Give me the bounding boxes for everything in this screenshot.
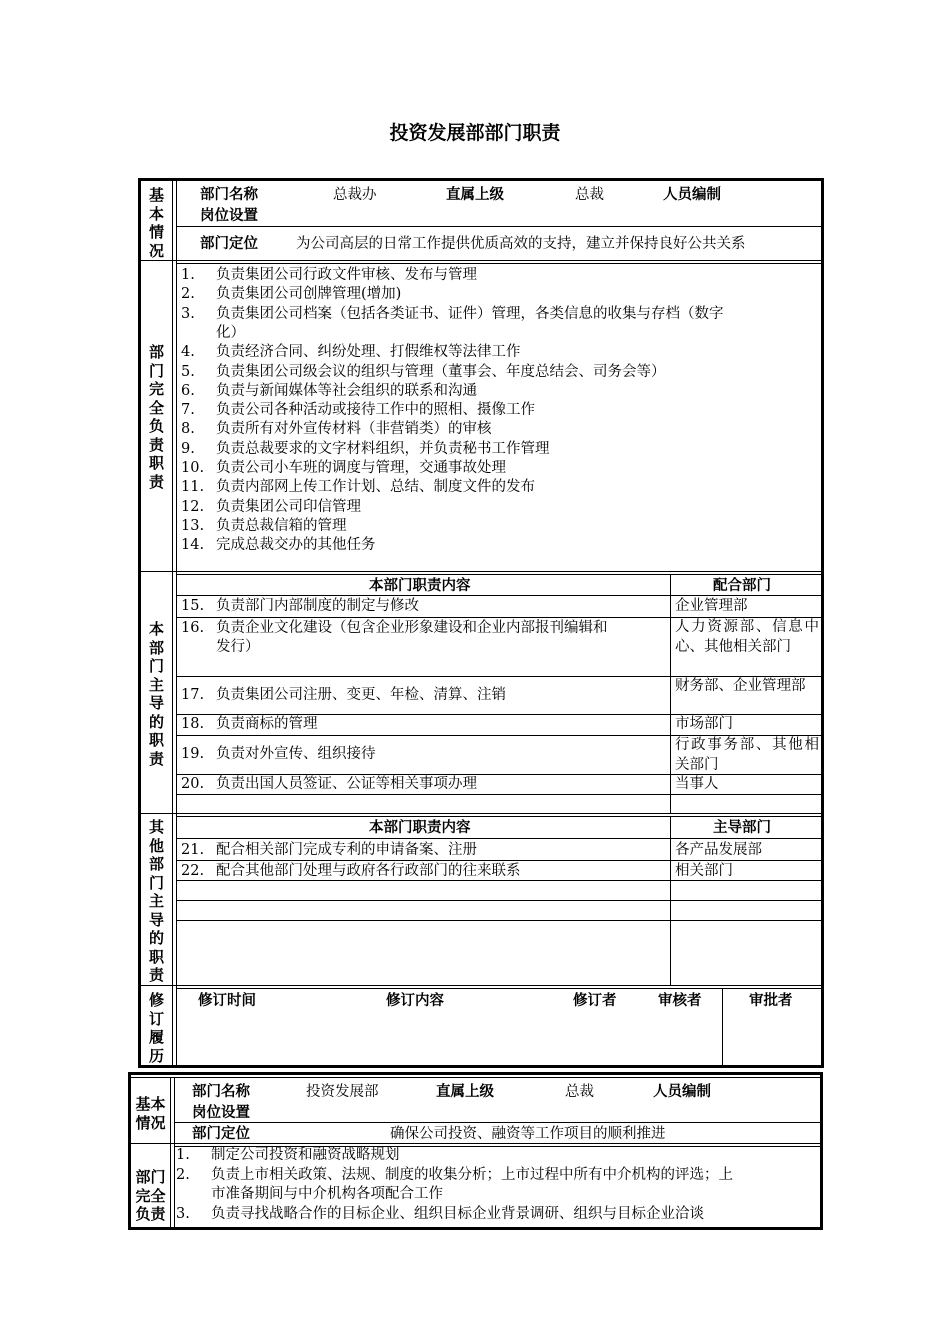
list-item-number: 8. <box>181 421 195 438</box>
other-header-dept: 主导部门 <box>713 820 771 836</box>
rev-reviewer-header: 审核者 <box>658 993 702 1009</box>
list-item-text: 负责所有对外宣传材料（非营销类）的审核 <box>216 421 492 438</box>
list-item-text-cont: 市准备期间与中介机构各项配合工作 <box>211 1186 443 1202</box>
section-full-responsibility <box>141 343 172 491</box>
row-dept: 当事人 <box>675 776 719 792</box>
list-item-number: 12. <box>181 498 205 515</box>
row-number: 16. <box>181 620 205 636</box>
row-content: 负责企业文化建设（包含企业形象建设和企业内部报刊编辑和 <box>216 620 608 636</box>
list-item-number: 14. <box>181 537 205 554</box>
row-dept: 人力资源部、信息中心、其他相关部门 <box>675 619 819 655</box>
dept2-name-label: 部门名称 <box>192 1084 250 1100</box>
list-item-number: 4. <box>181 344 195 361</box>
list-item-text: 负责上市相关政策、法规、制度的收集分析；上市过程中所有中介机构的评选；上 <box>211 1166 733 1183</box>
row-divider <box>177 794 821 795</box>
dept2-name-value: 投资发展部 <box>306 1084 379 1100</box>
dept2-position-label: 部门定位 <box>192 1126 250 1142</box>
row-number: 17. <box>181 687 205 703</box>
dept-name-value: 总裁办 <box>333 187 377 203</box>
section-lead-responsibility <box>141 620 172 768</box>
list-item-number: 9. <box>181 440 195 457</box>
list-item-text: 负责寻找战略合作的目标企业、组织目标企业背景调研、组织与目标企业洽谈 <box>211 1205 704 1222</box>
row-content: 负责集团公司注册、变更、年检、清算、注销 <box>216 687 506 703</box>
list-item-number: 1. <box>176 1147 190 1163</box>
rev-approver-header: 审批者 <box>749 993 793 1009</box>
superior-label: 直属上级 <box>446 187 504 203</box>
table-row <box>177 774 821 794</box>
row-number: 18. <box>181 716 205 732</box>
section-basic-label: 基本情况 <box>148 186 164 260</box>
row-number: 21. <box>181 842 205 858</box>
page-title: 投资发展部部门职责 <box>389 122 561 144</box>
list-item-text: 负责总裁要求的文字材料组织，并负责秘书工作管理 <box>216 440 550 457</box>
section-other-led <box>141 818 172 985</box>
list-item-text: 负责公司小车班的调度与管理，交通事故处理 <box>216 460 506 476</box>
section-revision-history <box>141 991 172 1065</box>
superior-value: 总裁 <box>575 187 604 203</box>
table-row <box>177 840 821 860</box>
rev-content-header: 修订内容 <box>386 993 444 1009</box>
list-item-number: 3. <box>176 1205 190 1222</box>
row-content: 负责商标的管理 <box>216 716 318 732</box>
list-item-text: 负责总裁信箱的管理 <box>216 517 347 534</box>
lead-header-dept: 配合部门 <box>713 578 771 594</box>
table-row <box>177 714 821 735</box>
list-item-number: 6. <box>181 382 195 399</box>
row-dept: 市场部门 <box>675 716 733 732</box>
table-row <box>177 676 821 714</box>
other-header-content: 本部门职责内容 <box>369 820 471 836</box>
rev-by-header: 修订者 <box>573 993 617 1009</box>
dept2-section-full-label: 部门完全负责 <box>135 1168 166 1223</box>
section-lead-label: 本部门主导的职责 <box>148 620 164 768</box>
row-content: 配合其他部门处理与政府各行政部门的往来联系 <box>216 863 521 879</box>
dept2-section-basic-label: 基本情况 <box>135 1095 166 1132</box>
list-item-number: 5. <box>181 363 195 380</box>
lead-header-content: 本部门职责内容 <box>369 578 471 594</box>
list-item-number: 1. <box>181 267 195 283</box>
dept2-superior-value: 总裁 <box>565 1084 594 1100</box>
row-content-cont: 发行） <box>216 639 260 655</box>
list-item-text: 负责集团公司级会议的组织与管理（董事会、年度总结会、司务会等） <box>216 363 666 380</box>
dept-name-label: 部门名称 <box>200 187 258 203</box>
list-item-text: 负责内部网上传工作计划、总结、制度文件的发布 <box>216 479 535 496</box>
table-row <box>177 596 821 617</box>
row-content: 负责部门内部制度的制定与修改 <box>216 598 419 614</box>
row-content: 负责出国人员签证、公证等相关事项办理 <box>216 776 477 792</box>
section-basic-info <box>141 186 172 260</box>
list-item-text-cont: 化） <box>216 324 245 341</box>
section-other-label: 其他部门主导的职责 <box>148 818 164 984</box>
dept2-position-value: 确保公司投资、融资等工作项目的顺利推进 <box>390 1126 666 1142</box>
position-value: 为公司高层的日常工作提供优质高效的支持，建立并保持良好公共关系 <box>296 236 746 252</box>
row-number: 19. <box>181 746 205 762</box>
row-number: 22. <box>181 863 205 879</box>
list-item-text: 负责公司各种活动或接待工作中的照相、摄像工作 <box>216 402 535 419</box>
list-item-text: 负责集团公司印信管理 <box>216 498 361 515</box>
list-item-number: 3. <box>181 305 195 322</box>
dept2-section-full <box>131 1168 170 1224</box>
table-row <box>177 861 821 881</box>
section-revision-label: 修订履历 <box>148 991 164 1065</box>
row-content: 负责对外宣传、组织接待 <box>216 746 376 762</box>
rev-time-header: 修订时间 <box>198 993 256 1009</box>
list-item-number: 2. <box>176 1166 190 1183</box>
dept2-section-basic-info <box>131 1095 170 1132</box>
row-dept: 财务部、企业管理部 <box>675 678 806 694</box>
list-item-text: 负责集团公司创牌管理(增加) <box>216 286 402 303</box>
row-number: 15. <box>181 598 205 614</box>
list-item-text: 制定公司投资和融资战略规划 <box>211 1147 400 1163</box>
list-item-text: 负责集团公司行政文件审核、发布与管理 <box>216 267 477 283</box>
list-item-text: 负责集团公司档案（包括各类证书、证件）管理，各类信息的收集与存档（数字 <box>216 305 724 322</box>
table-row <box>177 617 821 676</box>
list-item-number: 10. <box>181 460 205 476</box>
row-content: 配合相关部门完成专利的申请备案、注册 <box>216 842 477 858</box>
list-item-text: 负责与新闻媒体等社会组织的联系和沟通 <box>216 382 477 399</box>
position-label: 部门定位 <box>200 236 258 252</box>
row-number: 20. <box>181 776 205 792</box>
row-dept: 行政事务部、其他相关部门 <box>675 737 819 773</box>
staffing-label: 人员编制 <box>663 187 721 203</box>
dept2-staffing-label: 人员编制 <box>653 1084 711 1100</box>
dept2-posts-label: 岗位设置 <box>192 1105 250 1121</box>
row-dept: 各产品发展部 <box>675 842 762 858</box>
row-dept: 企业管理部 <box>675 598 748 614</box>
section-full-label: 部门完全负责职责 <box>148 343 164 491</box>
list-item-text: 完成总裁交办的其他任务 <box>216 537 376 554</box>
row-dept: 相关部门 <box>675 863 733 879</box>
dept2-superior-label: 直属上级 <box>436 1084 494 1100</box>
table-row <box>177 735 821 774</box>
list-item-number: 13. <box>181 517 205 534</box>
list-item-text: 负责经济合同、纠纷处理、打假维权等法律工作 <box>216 344 521 361</box>
list-item-number: 7. <box>181 402 195 419</box>
posts-label: 岗位设置 <box>200 208 258 224</box>
list-item-number: 11. <box>181 479 205 496</box>
list-item-number: 2. <box>181 286 195 303</box>
